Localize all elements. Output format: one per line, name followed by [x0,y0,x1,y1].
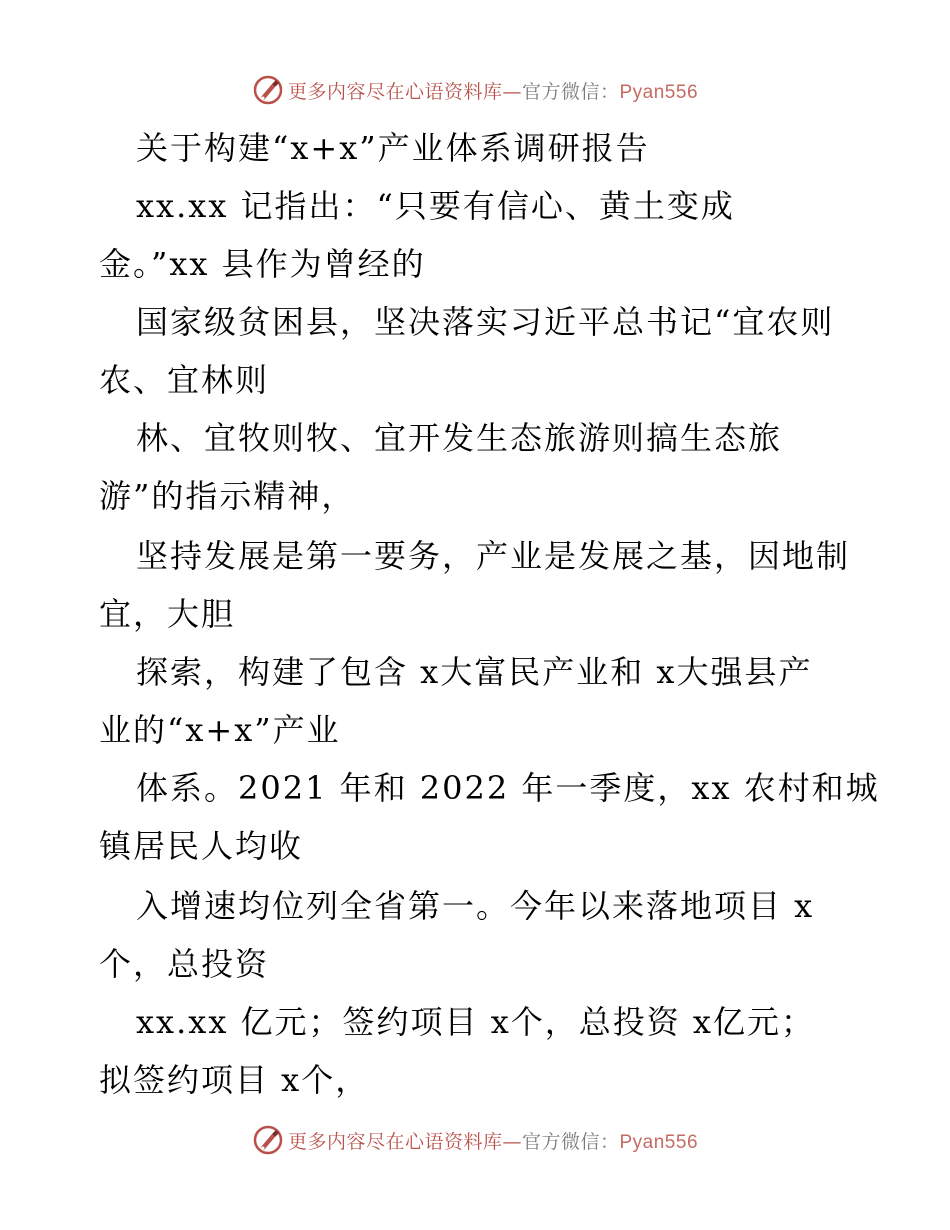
body-line: 体系。2021 年和 2022 年一季度，xx 农村和城 [136,769,880,807]
watermark-main-text: 更多内容尽在心语资料库 [287,1130,503,1153]
watermark-banner-top [0,70,950,110]
body-line: 农、宜林则 [99,361,270,399]
watermark-banner-bottom [0,1120,950,1160]
body-line: 游”的指示精神， [99,477,356,515]
pen-logo-icon [252,74,284,106]
watermark-sub-text: 官方微信： [521,80,620,103]
body-line: 个，总投资 [99,945,270,983]
watermark-id-text: Pyan556 [619,81,699,103]
watermark-id-text: Pyan556 [619,1131,699,1153]
body-line: xx.xx 记指出：“只要有信心、黄土变成 [136,187,735,225]
body-line: 金。”xx 县作为曾经的 [99,245,426,283]
body-line: 拟签约项目 x个， [99,1061,370,1099]
body-line: 业的“x+x”产业 [99,711,341,749]
watermark-sub-text: 官方微信： [521,1130,620,1153]
body-line: 镇居民人均收 [99,827,304,865]
body-line: 探索，构建了包含 x大富民产业和 x大强县产 [136,653,813,691]
body-line: 宜，大胆 [99,595,236,633]
body-line: xx.xx 亿元；签约项目 x个，总投资 x亿元； [136,1003,815,1041]
body-line: 入增速均位列全省第一。今年以来落地项目 x [136,887,815,925]
pen-logo-icon [252,1124,284,1156]
watermark-dash: — [502,1130,522,1153]
watermark-dash: — [502,80,522,103]
body-line: 坚持发展是第一要务，产业是发展之基，因地制 [136,537,851,575]
body-line: 林、宜牧则牧、宜开发生态旅游则搞生态旅 [136,419,783,457]
watermark-main-text: 更多内容尽在心语资料库 [287,80,503,103]
document-title: 关于构建“x+x”产业体系调研报告 [136,129,650,167]
body-line: 国家级贫困县，坚决落实习近平总书记“宜农则 [136,303,835,341]
